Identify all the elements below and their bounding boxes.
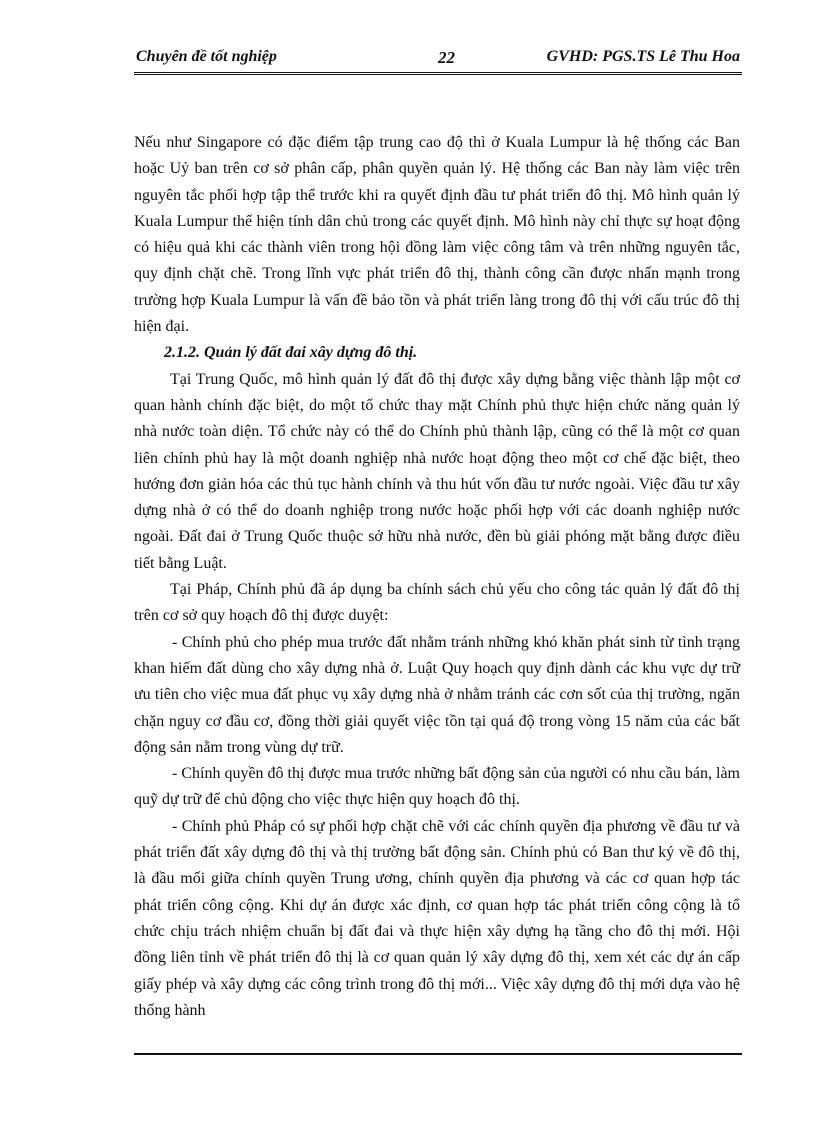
page-number: 22 [438, 48, 455, 67]
bullet-item-pre-purchase: - Chính phủ cho phép mua trước đất nhằm tránh những khó khăn phát sinh từ tình trạng khan hiếm đất dùng cho xây dựng nhà ở. Luật Quy hoạch quy định dành các khu vực dự trữ ưu tiên cho việc mua đất phục vụ xây dựng nhà ở nhằm tránh các cơn sốt của thị trường, ngăn chặn nguy cơ đầu cơ, đồng thời giải quyết việc tồn tại quá độ trong vòng 15 năm của các bất động sản nằm trong vùng dự trữ. [134, 633, 740, 756]
header-supervisor: GVHD: PGS.TS Lê Thu Hoa [546, 48, 740, 65]
section-heading-2-1-2: 2.1.2. Quản lý đất đai xây dựng đô thị. [164, 344, 418, 362]
bullet-item-coordination: - Chính phủ Pháp có sự phối hợp chặt chẽ với các chính quyền địa phương về đầu tư và phát triển đất xây dựng đô thị và thị trường bất động sản. Chính phủ có Ban thư ký về đô thị, là đầu mối giữa chính quyền Trung ương, chính quyền địa phương và các cơ quan hợp tác phát triển công cộng. Khi dự án được xác định, cơ quan hợp tác phát triển công cộng là tổ chức chịu trách nhiệm chuẩn bị đất đai và thực hiện xây dựng hạ tầng cho đô thị mới. Hội đồng liên tỉnh về phát triển đô thị là cơ quan quản lý xây dựng đô thị, xem xét các dự án cấp giấy phép và xây dựng các công trình trong đô thị mới... Việc xây dựng đô thị mới dựa vào hệ thống hành [134, 817, 740, 1019]
document-body [134, 130, 740, 1024]
header-document-title: Chuyên đề tốt nghiệp [136, 48, 277, 65]
paragraph-china: Tại Trung Quốc, mô hình quản lý đất đô thị được xây dựng bằng việc thành lập một cơ quan hành chính đặc biệt, do một tổ chức thay mặt Chính phủ thực hiện chức năng quản lý nhà nước toàn diện. Tổ chức này có thể do Chính phủ thành lập, cũng có thể là một cơ quan liên chính phủ hay là một doanh nghiệp nhà nước hoạt động theo một cơ chế đặc biệt, theo hướng đơn giản hóa các thủ tục hành chính và thu hút vốn đầu tư nước ngoài. Việc đầu tư xây dựng nhà ở có thể do doanh nghiệp trong nước hoặc phối hợp với các doanh nghiệp nước ngoài. Đất đai ở Trung Quốc thuộc sở hữu nhà nước, đền bù giải phóng mặt bằng được điều tiết bằng Luật. [134, 370, 740, 572]
page-header [134, 46, 740, 70]
paragraph-kuala-lumpur: Nếu như Singapore có đặc điểm tập trung cao độ thì ở Kuala Lumpur là hệ thống các Ban hoặc Uỷ ban trên cơ sở phân cấp, phân quyền quản lý. Hệ thống các Ban này làm việc trên nguyên tắc phối hợp tập thể trước khi ra quyết định đầu tư phát triển đô thị. Mô hình quản lý Kuala Lumpur thể hiện tính dân chủ trong các quyết định. Mô hình này chỉ thực sự hoạt động có hiệu quả khi các thành viên trong hội đồng làm việc công tâm và trên những nguyên tắc, quy định chặt chẽ. Trong lĩnh vực phát triển đô thị, thành công cần được nhấn mạnh trong trường hợp Kuala Lumpur là vấn đề bảo tồn và phát triển làng trong đô thị với cấu trúc đô thị hiện đại. [134, 134, 740, 336]
footer-rule [134, 1053, 742, 1055]
paragraph-france-intro: Tại Pháp, Chính phủ đã áp dụng ba chính sách chủ yếu cho công tác quản lý đất đô thị trên cơ sở quy hoạch đô thị được duyệt: [134, 581, 740, 625]
bullet-item-urban-authority: - Chính quyền đô thị được mua trước những bất động sản của người có nhu cầu bán, làm quỹ dự trữ để chủ động cho việc thực hiện quy hoạch đô thị. [134, 765, 740, 809]
header-rule [134, 72, 742, 75]
